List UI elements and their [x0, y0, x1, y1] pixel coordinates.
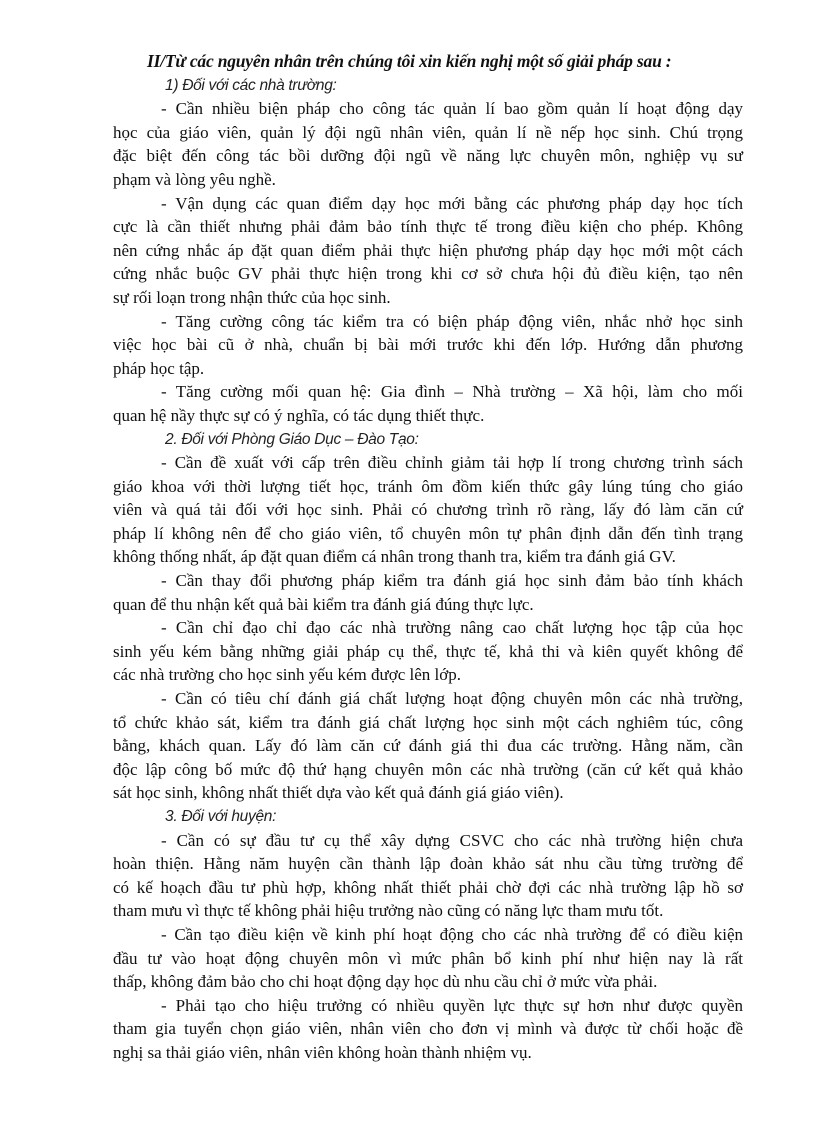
paragraph-line: - Phải tạo cho hiệu trưởng có nhiều quyền lực thực sự hơn như được quyền — [161, 995, 743, 1015]
paragraph-line: tổ chức khảo sát, kiểm tra đánh giá chất lượng học sinh một cách nghiêm túc, công — [113, 712, 743, 732]
paragraph-line: giáo khoa với thời lượng tiết học, tránh ôm đồm kiến thức gây lúng túng cho giáo — [113, 476, 743, 496]
document-page — [113, 50, 743, 1065]
paragraph-line: pháp lí không nên để cho giáo viên, tổ chuyên môn tự phân định dẫn đến tình trạng — [113, 523, 743, 543]
paragraph-line: phạm và lòng yêu nghề. — [113, 169, 276, 189]
paragraph-line: cực là cần thiết nhưng phải đảm bảo tính thực tế trong điều kiện cho phép. Không — [113, 217, 743, 237]
section — [113, 428, 743, 806]
paragraph-line: tham mưu vì thực tế không phải hiệu trưởng nào cũng có năng lực tham mưu tốt. — [113, 901, 664, 921]
paragraph — [113, 569, 743, 616]
paragraph — [113, 451, 743, 569]
paragraph-line: tham gia tuyển chọn giáo viên, nhân viên cho đơn vị mình và được từ chối hoặc đề — [113, 1019, 743, 1039]
paragraph-line: - Cần chỉ đạo chỉ đạo các nhà trường nâng cao chất lượng học tập của học — [161, 618, 743, 638]
paragraph — [113, 310, 743, 381]
paragraph-line: việc học bài cũ ở nhà, chuẩn bị bài mới trước khi đến lớp. Hướng dẫn phương — [113, 335, 743, 355]
paragraph-line: - Cần có sự đầu tư cụ thể xây dựng CSVC cho các nhà trường hiện chưa — [161, 830, 743, 850]
paragraph-line: nghị sa thải giáo viên, nhân viên không hoàn thành nhiệm vụ. — [113, 1042, 532, 1062]
paragraph-line: không thống nhất, áp đặt quan điểm cá nhân trong thanh tra, kiểm tra đánh giá GV. — [113, 547, 676, 567]
paragraph-line: đầu tư vào hoạt động chuyên môn vì mức phân bổ kinh phí như hiện nay là rất — [113, 948, 743, 968]
paragraph-line: sự rối loạn trong nhận thức của học sinh. — [113, 287, 391, 307]
paragraph-line: - Cần nhiều biện pháp cho công tác quản lí bao gồm quản lí hoạt động dạy — [161, 99, 743, 119]
paragraph-line: thấp, không đảm bảo cho chi hoạt động dạy học dù nhu cầu chỉ ở mức vừa phải. — [113, 972, 658, 992]
paragraph-line: nên cứng nhắc áp đặt quan điểm phải thực hiện phương pháp dạy học mới một cách — [113, 240, 743, 260]
paragraph-line: các nhà trường cho học sinh yếu kém được lên lớp. — [113, 665, 461, 685]
paragraph-line: - Vận dụng các quan điểm dạy học mới bằng các phương pháp dạy học tích — [161, 193, 743, 213]
section — [113, 805, 743, 1065]
paragraph-line: độc lập công bố mức độ thứ hạng chuyên môn các nhà trường (căn cứ kết quả khảo — [113, 759, 743, 779]
paragraph — [113, 923, 743, 994]
paragraph — [113, 994, 743, 1065]
paragraph — [113, 687, 743, 805]
paragraph-line: bằng, khách quan. Lấy đó làm căn cứ đánh giá thi đua các trường. Hằng năm, cần — [113, 736, 743, 756]
paragraph-line: cứng nhắc buộc GV phải thực hiện trong khi cơ sở chưa hội đủ điều kiện, tạo nên — [113, 264, 743, 284]
paragraph — [113, 829, 743, 923]
paragraph-line: có kế hoạch đầu tư phù hợp, không nhất thiết phải chờ đợi các nhà trường lập hồ sơ — [113, 877, 743, 897]
section — [113, 74, 743, 428]
section-heading: 1) Đối với các nhà trường: — [165, 76, 337, 94]
paragraph-line: đặc biệt đến công tác bồi dưỡng đội ngũ về năng lực chuyên môn, nghiệp vụ sư — [113, 146, 743, 166]
paragraph-line: hoàn thiện. Hằng năm huyện cần thành lập đoàn khảo sát nhu cầu từng trường để — [113, 854, 743, 874]
document-title: II/Từ các nguyên nhân trên chúng tôi xin kiến nghị một số giải pháp sau : — [147, 51, 672, 71]
paragraph-line: - Cần tạo điều kiện về kinh phí hoạt động cho các nhà trường để có điều kiện — [161, 924, 743, 944]
paragraph — [113, 192, 743, 310]
paragraph-line: quan để thu nhận kết quả bài kiểm tra đánh giá đúng thực lực. — [113, 594, 534, 614]
paragraph-line: - Cần thay đổi phương pháp kiểm tra đánh giá học sinh đảm bảo tính khách — [161, 571, 743, 591]
section-heading: 3. Đối với huyện: — [165, 808, 277, 825]
paragraph-line: - Tăng cường công tác kiểm tra có biện pháp động viên, nhắc nhở học sinh — [161, 311, 743, 331]
paragraph-line: sinh yếu kém bằng những giải pháp cụ thể, thực tế, khả thi và kiên quyết không để — [113, 641, 743, 661]
paragraph-line: viên và quá tải đối với học sinh. Phải có chương trình rõ ràng, lấy đó làm căn cứ — [113, 500, 743, 520]
paragraph-line: học của giáo viên, quản lý đội ngũ nhân viên, quản lí nề nếp học sinh. Chú trọng — [113, 122, 743, 142]
sections — [113, 74, 743, 1065]
paragraph — [113, 616, 743, 687]
paragraph — [113, 380, 743, 427]
paragraph-line: pháp học tập. — [113, 358, 205, 378]
paragraph — [113, 97, 743, 191]
paragraph-line: sát học sinh, không nhất thiết dựa vào kết quả đánh giá giáo viên). — [113, 783, 564, 803]
paragraph-line: quan hệ nầy thực sự có ý nghĩa, có tác dụng thiết thực. — [113, 405, 485, 425]
section-heading: 2. Đối với Phòng Giáo Dục – Đào Tạo: — [165, 430, 419, 448]
paragraph-line: - Cần có tiêu chí đánh giá chất lượng hoạt động chuyên môn các nhà trường, — [161, 689, 743, 709]
paragraph-line: - Tăng cường mối quan hệ: Gia đình – Nhà trường – Xã hội, làm cho mối — [161, 382, 743, 402]
paragraph-line: - Cần đề xuất với cấp trên điều chỉnh giảm tải hợp lí trong chương trình sách — [161, 453, 743, 473]
